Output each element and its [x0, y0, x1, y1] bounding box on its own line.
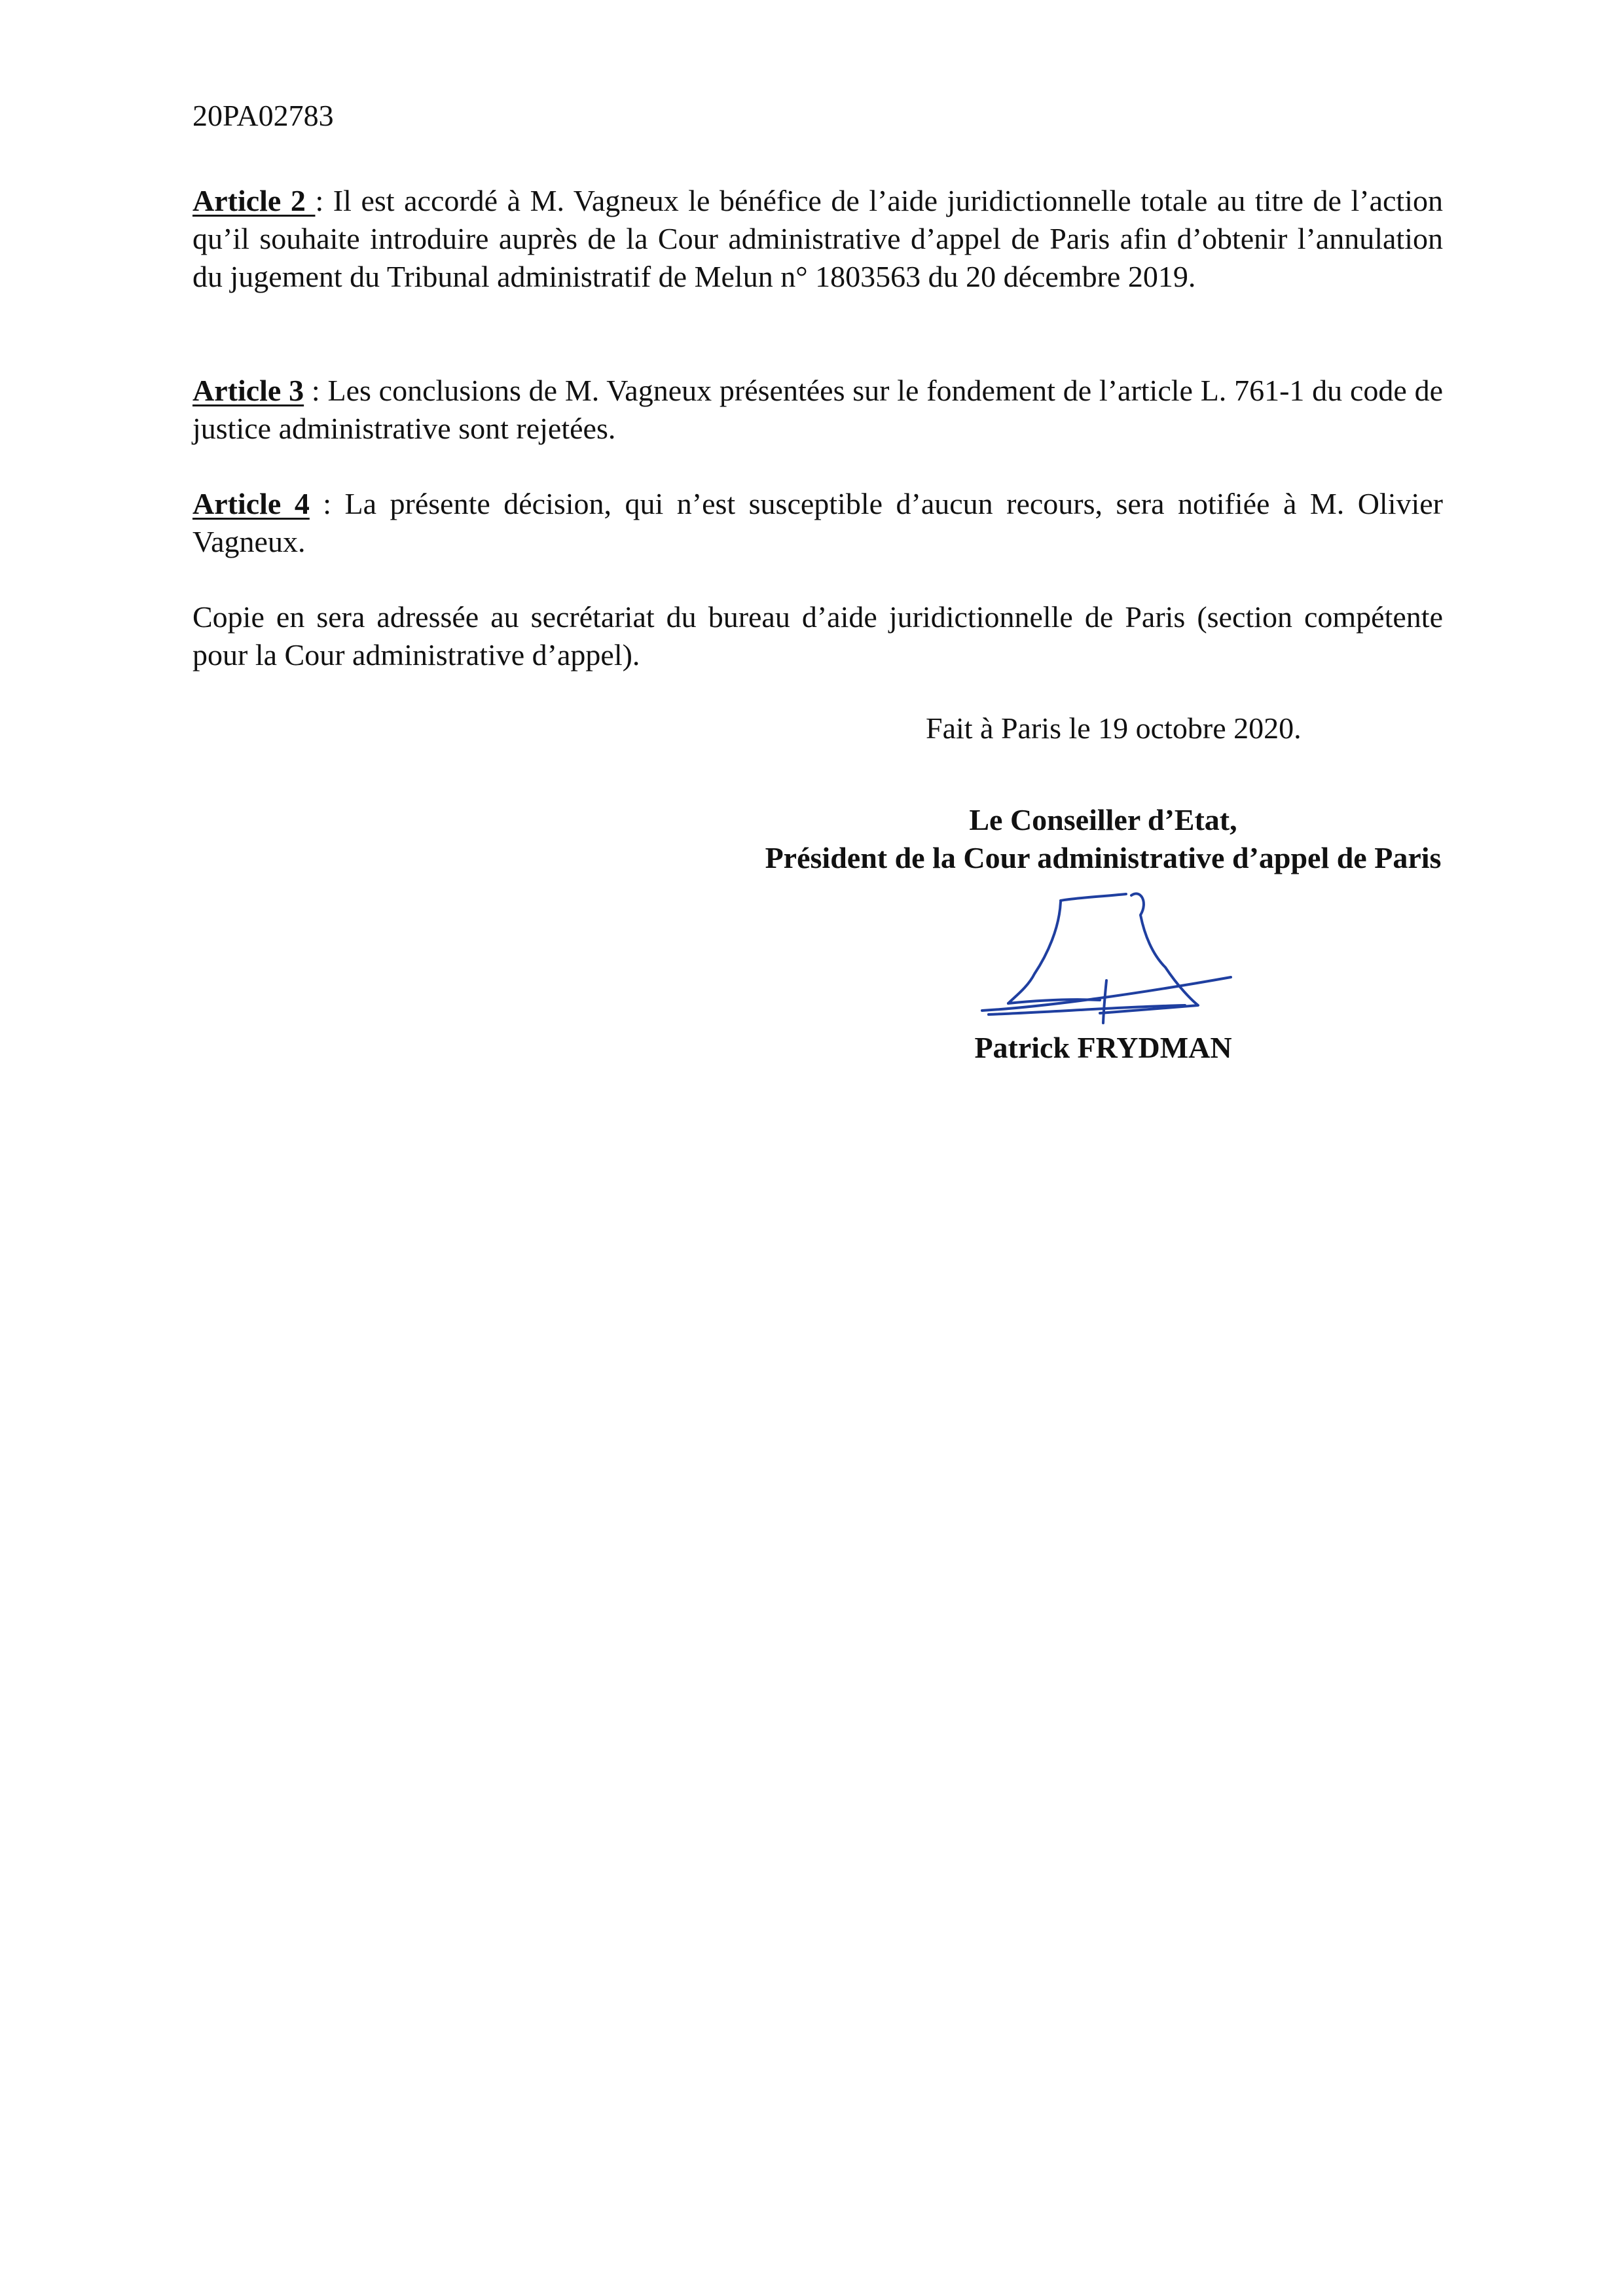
case-reference: 20PA02783	[192, 99, 334, 132]
copy-notice: Copie en sera adressée au secrétariat du bureau d’aide juridictionnelle de Paris (section compétente pour la Cour administrative d’appel).	[192, 600, 1443, 672]
signatory-title-line-2: Président de la Cour administrative d’appel de Paris	[765, 841, 1442, 874]
article-3-text: : Les conclusions de M. Vagneux présentées sur le fondement de l’article L. 761-1 du code de justice administrative sont rejetées.	[192, 374, 1443, 445]
article-4-text: : La présente décision, qui n’est susceptible d’aucun recours, sera notifiée à M. Olivier Vagneux.	[192, 487, 1443, 558]
article-4-paragraph	[192, 485, 1443, 561]
article-4-label: Article 4	[192, 487, 310, 520]
signatory-name: Patrick FRYDMAN	[974, 1031, 1232, 1064]
article-3-paragraph	[192, 372, 1443, 448]
place-date-line: Fait à Paris le 19 octobre 2020.	[926, 711, 1302, 745]
handwritten-signature	[969, 882, 1257, 1033]
article-3-label: Article 3	[192, 374, 304, 407]
signatory-title-line-1: Le Conseiller d’Etat,	[969, 803, 1237, 836]
article-2-paragraph	[192, 182, 1443, 296]
article-2-label: Article 2	[192, 184, 316, 217]
article-2-text: : Il est accordé à M. Vagneux le bénéfice de l’aide juridictionnelle totale au titre de l’action qu’il souhaite introduire auprès de la Cour administrative d’appel de Paris afin d’obtenir l’annulation du jugement du Tribunal administratif de Melun n° 1803563 du 20 décembre 2019.	[192, 184, 1443, 293]
